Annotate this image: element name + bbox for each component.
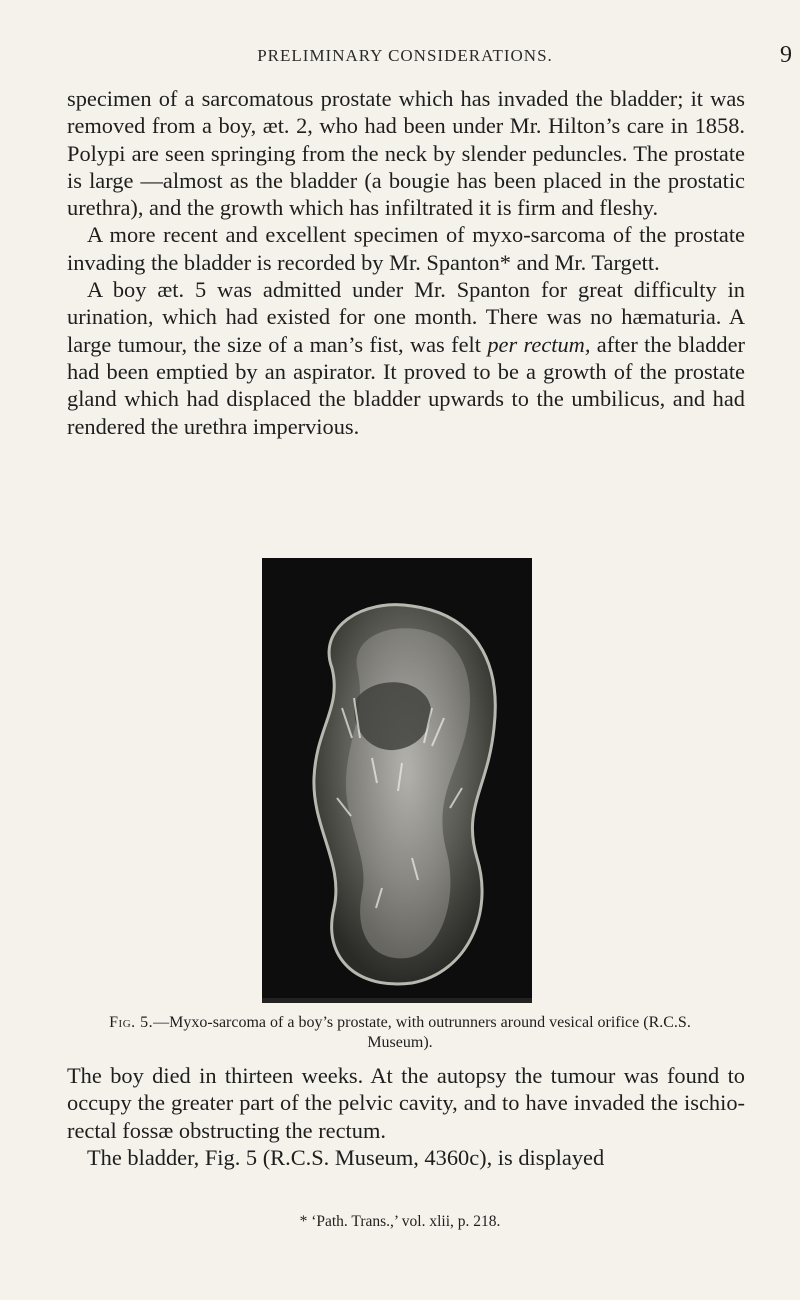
paragraph: The bladder, Fig. 5 (R.C.S. Museum, 4360c), is displayed	[87, 1144, 605, 1170]
specimen-photograph	[262, 558, 532, 998]
italic-phrase: per rectum,	[487, 331, 591, 357]
running-title: PRELIMINARY CONSIDERATIONS.	[257, 46, 553, 65]
paragraph: A more recent and excellent specimen of myxo-sarcoma of the prostate invading the bladder is recorded by Mr. Spanton* and Mr. Targett.	[67, 222, 745, 275]
page-number: 9	[780, 42, 792, 68]
paragraph-text: A boy æt. 5 was admitted under Mr. Spanton for great difficulty in urination, which had existed for one month. There was no hæmaturia. A large tumour, the size of a man’s fist, was felt	[67, 277, 745, 357]
body-text-top	[67, 85, 745, 440]
figure-caption	[100, 1013, 700, 1053]
body-text-bottom	[67, 1062, 745, 1171]
figure-caption-text: —Myxo-sarcoma of a boy’s prostate, with outrunners around vesical orifice (R.C.S. Museum).	[153, 1014, 691, 1051]
footnote: * ‘Path. Trans.,’ vol. xlii, p. 218.	[299, 1213, 501, 1230]
page-header	[60, 42, 792, 72]
paragraph	[67, 276, 745, 440]
paragraph: The boy died in thirteen weeks. At the autopsy the tumour was found to occupy the greater part of the pelvic cavity, and to have invaded the ischio-rectal fossæ obstructing the rectum.	[67, 1063, 745, 1143]
paragraph-text: after the bladder had been emptied by an aspirator. It proved to be a growth of the prostate gland which had displaced the bladder upwards to the umbilicus, and had rendered the urethra impervious.	[67, 331, 745, 439]
figure-label: Fig. 5.	[109, 1014, 154, 1031]
figure-plate	[262, 558, 532, 1003]
paragraph: specimen of a sarcomatous prostate which has invaded the bladder; it was removed from a boy, æt. 2, who had been under Mr. Hilton’s care in 1858. Polypi are seen springing from the neck by slender peduncles. The prostate is large —almost as the bladder (a bougie has been placed in the prostatic urethra), and the growth which has infiltrated it is firm and fleshy.	[67, 86, 745, 221]
